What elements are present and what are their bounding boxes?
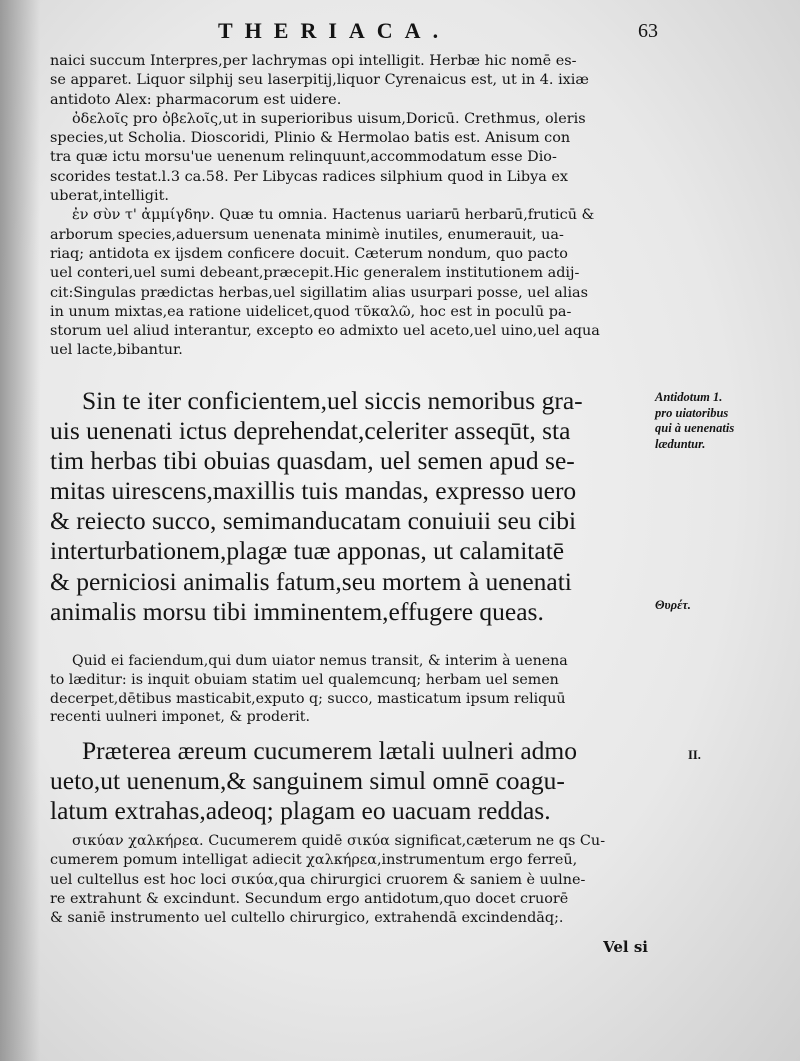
text-line: to læditur: is inquit obuiam statim uel qualemcunq; herbam uel semen bbox=[50, 671, 559, 688]
verse-line: ueto,ut uenenum,& sanguinem simul omnē coagu- bbox=[50, 766, 565, 796]
verse-line: uis uenenati ictus deprehendat,celeriter asseqūt, sta bbox=[50, 416, 571, 446]
text-line: scorides testat.l.3 ca.58. Per Libycas radices silphium quod in Libya ex bbox=[50, 168, 568, 185]
text-line: recenti uulneri imponet, & proderit. bbox=[50, 709, 311, 726]
text-line: cit:Singulas prædictas herbas,uel sigillatim alias usurpari posse, uel alias bbox=[50, 284, 589, 301]
verse-line: & reiecto succo, semimanducatam conuiuii seu cibi bbox=[50, 506, 577, 536]
margin-note-number-2 bbox=[688, 748, 701, 764]
text-line: uel cultellus est hoc loci σικύα,qua chirurgici cruorem & saniem è uulne- bbox=[50, 871, 586, 888]
text-line: σικύαν χαλκήρεα. Cucumerem quidē σικύα significat,cæterum ne qs Cu- bbox=[72, 833, 606, 849]
text-line: se apparet. Liquor silphij seu laserpitij,liquor Cyrenaicus est, ut in 4. ixiæ bbox=[50, 72, 589, 89]
text-line: uel conteri,uel sumi debeant,præcepit.Hic generalem institutionem adij- bbox=[50, 265, 580, 282]
text-line: in unum mixtas,ea ratione uidelicet,quod τῦκαλῶ, hoc est in poculū pa- bbox=[50, 303, 572, 320]
running-title: THERIACA. bbox=[218, 18, 451, 43]
text-line: riaq; antidota ex ijsdem conficere docuit. Cæterum nondum, quo pacto bbox=[50, 245, 568, 262]
verse-line: latum extrahas,adeoq; plagam eo uacuam reddas. bbox=[50, 796, 551, 826]
text-line: re extrahunt & excindunt. Secundum ergo antidotum,quo docet cruorē bbox=[50, 890, 569, 907]
text-line: ἐν σὺν τ' ἀμμίγδην. Quæ tu omnia. Hactenus uariarū herbarū,fruticū & bbox=[72, 207, 595, 224]
text-line: antidoto Alex: pharmacorum est uidere. bbox=[50, 91, 342, 108]
text-line: naici succum Interpres,per lachrymas opi intelligit. Herbæ hic nomē es- bbox=[50, 53, 577, 69]
margin-note-greek bbox=[655, 598, 691, 614]
verse-line: Præterea æreum cucumerem lætali uulneri admo bbox=[82, 736, 577, 765]
commentary-block-1 bbox=[50, 52, 650, 361]
text-line: arborum species,aduersum uenenata minimè inutiles, enumerauit, ua- bbox=[50, 226, 564, 243]
margin-line: læduntur. bbox=[655, 436, 706, 451]
margin-line: Θυρέτ. bbox=[655, 598, 691, 612]
facing-page-bleed bbox=[690, 40, 790, 340]
margin-line: II. bbox=[688, 748, 701, 762]
verse-line: Sin te iter conficientem,uel siccis nemoribus gra- bbox=[82, 386, 583, 415]
text-line: uel lacte,bibantur. bbox=[50, 342, 183, 359]
margin-line: qui à uenenatis bbox=[655, 421, 735, 435]
text-line: storum uel aliud interantur, excepto eo admixto uel aceto,uel uino,uel aqua bbox=[50, 323, 600, 340]
page-number: 63 bbox=[638, 20, 658, 42]
main-verse-block-2 bbox=[50, 736, 650, 826]
summary-block bbox=[50, 652, 650, 727]
text-line: species,ut Scholia. Dioscoridi, Plinio & Hermolao batis est. Anisum con bbox=[50, 130, 571, 147]
margin-line: pro uiatoribus bbox=[655, 405, 729, 420]
margin-line: Antidotum 1. bbox=[655, 390, 723, 404]
text-line: Quid ei faciendum,qui dum uiator nemus transit, & interim à uenena bbox=[72, 653, 568, 669]
text-line: ὀδελοῖς pro ὀβελοῖς,ut in superioribus uisum,Doricū. Crethmus, oleris bbox=[72, 110, 586, 127]
verse-line: & perniciosi animalis fatum,seu mortem à uenenati bbox=[50, 566, 572, 596]
gutter-shadow bbox=[0, 0, 40, 1061]
text-line: cumerem pomum intelligat adiecit χαλκήρεα,instrumentum ergo ferreū, bbox=[50, 852, 578, 869]
verse-line: mitas uirescens,maxillis tuis mandas, expresso uero bbox=[50, 476, 577, 506]
verse-line: animalis morsu tibi imminentem,effugere queas. bbox=[50, 596, 544, 626]
verse-line: interturbationem,plagæ tuæ apponas, ut calamitatē bbox=[50, 536, 565, 566]
running-header bbox=[218, 18, 658, 52]
text-line: uberat,intelligit. bbox=[50, 188, 169, 205]
text-line: tra quæ ictu morsu'ue uenenum relinquunt,accommodatum esse Dio- bbox=[50, 149, 557, 166]
text-line: & saniē instrumento uel cultello chirurgico, extrahendā excindendāq;. bbox=[50, 910, 564, 927]
commentary-block-2 bbox=[50, 832, 650, 928]
main-verse-block-1 bbox=[50, 386, 650, 627]
margin-note-antidote-1 bbox=[655, 390, 795, 452]
text-line: decerpet,dētibus masticabit,exputo q; succo, masticatum ipsum reliquū bbox=[50, 690, 566, 707]
catchword: Vel si bbox=[603, 938, 648, 956]
verse-line: tim herbas tibi obuias quasdam, uel semen apud se- bbox=[50, 446, 575, 476]
